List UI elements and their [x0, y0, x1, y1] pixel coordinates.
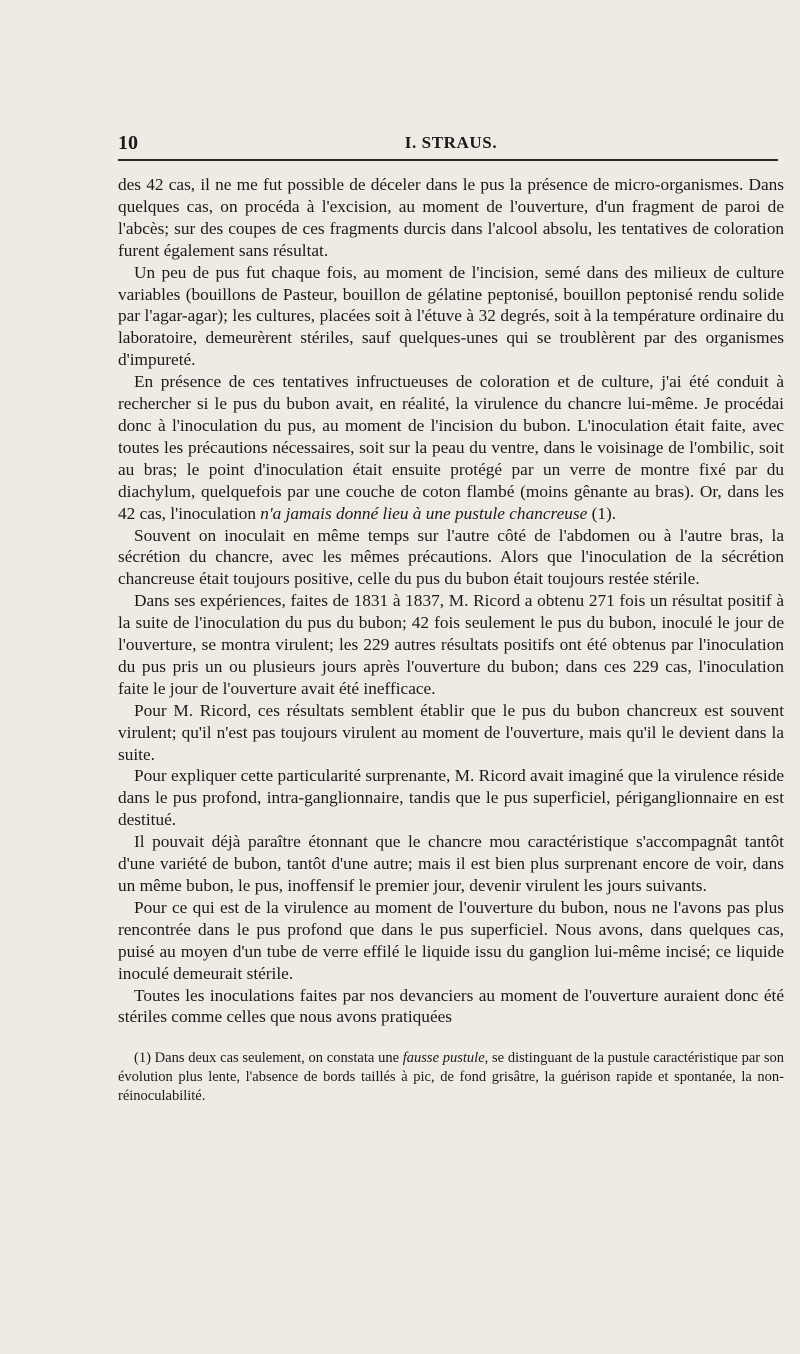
paragraph: Pour expliquer cette particularité surprenante, M. Ricord avait imaginé que la virulence réside dans le pus profond, intra-ganglionnaire, tandis que le pus superficiel, périganglionnaire en est destitué.: [118, 766, 784, 830]
paragraph: Toutes les inoculations faites par nos devanciers au moment de l'ouverture auraient donc été stériles comme celles que nous avons pratiquées: [118, 985, 784, 1027]
footnotes: [118, 1049, 784, 1106]
paragraph: Il pouvait déjà paraître étonnant que le chancre mou caractéristique s'accompagnât tantôt d'une variété de bubon, tantôt d'une autre; mais il est bien plus surprenant encore de voir, dans un même bubon, le pus, inoffensif le premier jour, devenir virulent les jours suivants.: [118, 832, 784, 895]
paragraph: [118, 371, 784, 524]
paragraph-emphasis: n'a jamais donné lieu à une pustule chancreuse: [260, 503, 588, 523]
paragraph-text: En présence de ces tentatives infructueuses de coloration et de culture, j'ai été conduit à rechercher si le pus du bubon avait, en réalité, la virulence du chancre lui-même. Je procédai donc à l'inoculation du pus, au moment de l'incision du bubon. L'inoculation était faite, avec toutes les précautions nécessaires, soit sur la peau du ventre, dans le voisinage de l'ombilic, soit au bras; le point d'inoculation était ensuite protégé par un verre de montre fixé par du diachylum, quelquefois par une couche de coton flambé (moins gênante au bras). Or, dans les 42 cas, l'inoculation: [118, 372, 784, 523]
paragraph: Souvent on inoculait en même temps sur l'autre côté de l'abdomen ou à l'autre bras, la sécrétion du chancre, avec les mêmes précautions. Alors que l'inoculation de la sécrétion chancreuse était toujours positive, celle du pus du bubon était toujours restée stérile.: [118, 525, 784, 589]
body-text: [118, 174, 784, 1028]
book-page: [118, 128, 784, 1106]
header-rule: [118, 159, 778, 161]
page-number: 10: [118, 132, 138, 154]
footnote: [118, 1049, 784, 1106]
paragraph: Pour ce qui est de la virulence au moment de l'ouverture du bubon, nous ne l'avons pas plus rencontrée dans le pus profond que dans le pus superficiel. Nous avons, dans quelques cas, puisé au moyen d'un tube de verre effilé le liquide issu du ganglion lui-même incisé; ce liquide inoculé demeurait stérile.: [118, 897, 784, 983]
footnote-text: (1) Dans deux cas seulement, on constata une: [134, 1050, 403, 1067]
paragraph: des 42 cas, il ne me fut possible de déceler dans le pus la présence de micro-organismes. Dans quelques cas, on procéda à l'excision, au moment de l'ouverture, d'un fragment de paroi de l'abcès; sur des coupes de ces fragments durcis dans l'alcool absolu, les tentatives de coloration furent également sans résultat.: [118, 175, 784, 260]
footnote-emphasis: fausse pustule: [402, 1050, 485, 1067]
paragraph: Un peu de pus fut chaque fois, au moment de l'incision, semé dans des milieux de culture variables (bouillons de Pasteur, bouillon de gélatine peptonisé, bouillon peptonisé rendu solide par l'agar-agar); les cultures, placées soit à l'étuve à 32 degrés, soit à la température ordinaire du laboratoire, demeurèrent stériles, sauf quelques-unes qui se troublèrent par des organismes d'impureté.: [118, 262, 784, 370]
page-header: [118, 128, 784, 154]
paragraph: Pour M. Ricord, ces résultats semblent établir que le pus du bubon chancreux est souvent virulent; qu'il n'est pas toujours virulent au moment de l'ouverture, mais qu'il le devient dans la suite.: [118, 700, 784, 764]
footnote-text: , se distinguant de la pustule caractéristique par son évolution plus lente, l'absence de bords taillés à pic, de fond grisâtre, la guérison rapide et spontanée, la non-réinoculabilité.: [118, 1050, 784, 1105]
paragraph: Dans ses expériences, faites de 1831 à 1837, M. Ricord a obtenu 271 fois un résultat positif à la suite de l'inoculation du pus du bubon; 42 fois seulement le pus du bubon, inoculé le jour de l'ouverture, se montra virulent; les 229 autres résultats positifs ont été obtenus par l'inoculation du pus pris un ou plusieurs jours après l'ouverture du bubon; dans ces 229 cas, l'inoculation faite le jour de l'ouverture avait été inefficace.: [118, 591, 784, 698]
paragraph-text: (1).: [587, 503, 617, 523]
running-head: I. STRAUS.: [404, 133, 498, 152]
